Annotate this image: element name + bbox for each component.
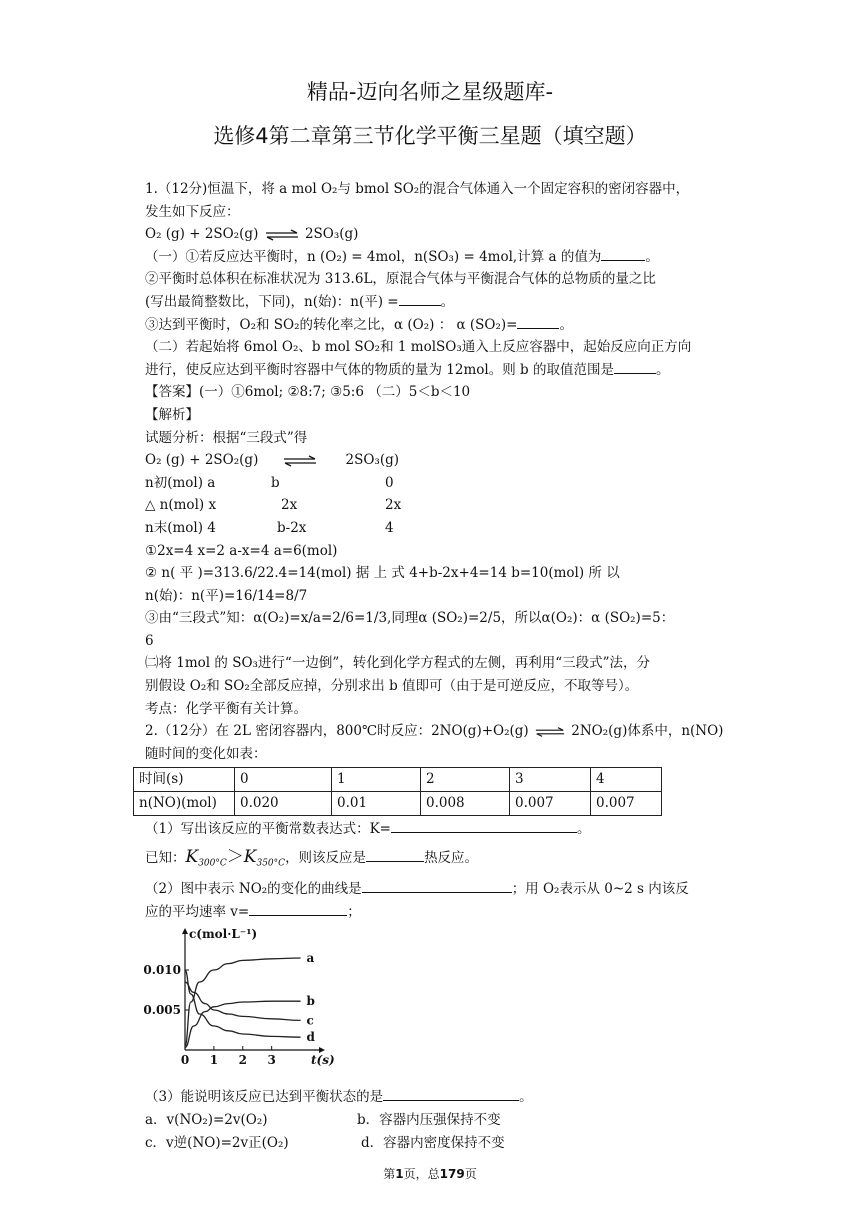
k-350-subscript: 350°C [256, 858, 286, 869]
q1-line-1: 1.（12分)恒温下，将 a mol O₂与 bmol SO₂的混合气体通入一个固定容积的密闭容器中， [145, 181, 690, 197]
series-label-d: d [306, 1030, 315, 1045]
q1-line-5 [145, 291, 725, 314]
answer-blank[interactable] [249, 901, 347, 916]
footer-page-number: 1 [395, 1167, 404, 1181]
q1-analysis-eq-left: O₂ (g) + 2SO₂(g) [145, 452, 259, 469]
q1-point: 考点：化学平衡有关计算。 [145, 700, 307, 717]
q1-line-8-end: 。 [655, 361, 670, 378]
equilibrium-arrow-icon [535, 727, 565, 737]
row-delta-b: 2x [281, 497, 298, 514]
q2-known-label: 已知： [145, 850, 186, 867]
q1-equation [145, 223, 725, 246]
q2-line-1-text-2: 2NO₂(g)体系中，n(NO) [571, 723, 724, 740]
option-a: a．v(NO₂)=2v(O₂) [145, 1112, 268, 1128]
q1-line-4: ②平衡时总体积在标准状况为 313.6L，原混合气体与平衡混合气体的总物质的量之比 [145, 271, 656, 288]
q2-known [145, 840, 725, 874]
answer-blank[interactable] [383, 1086, 519, 1101]
q1-line-6-end: 。 [559, 316, 573, 333]
answer-blank[interactable] [399, 291, 441, 306]
answer-blank[interactable] [601, 246, 645, 261]
table-header-cell: 2 [421, 768, 510, 792]
table-row [134, 792, 662, 816]
q2-part-2 [145, 878, 725, 901]
chart-labels [143, 927, 334, 1067]
k-350-symbol: K [243, 847, 257, 868]
equilibrium-arrow-icon [265, 230, 299, 240]
y-axis-label: c(mol·L⁻¹) [189, 927, 258, 941]
q2-options-row-1 [145, 1109, 725, 1132]
q1-analysis-equation [145, 449, 725, 472]
x-axis-label: t(s) [311, 1053, 335, 1067]
y-tick-label: 0.010 [143, 963, 181, 977]
answer-blank[interactable] [391, 818, 577, 833]
table-header-cell: 1 [332, 768, 421, 792]
q1-step-2: ② n( 平 )=313.6/22.4=14(mol) 据 上 式 4+b-2x+4=14 b=10(mol) 所 以 [145, 565, 620, 582]
q1-line-3 [145, 246, 725, 269]
q1-step-6: ㈡将 1mol 的 SO₃进行“一边倒”，转化到化学方程式的左侧，再利用“三段式”法，分 [145, 655, 651, 672]
table-cell: 0.007 [591, 792, 662, 816]
table-row-init [145, 472, 725, 495]
row-end-label: n末(mol) 4 [145, 519, 216, 536]
q1-eq-right: 2SO₃(g) [304, 226, 359, 243]
footer-total-pages: 179 [439, 1167, 465, 1181]
row-end-b: b-2x [277, 519, 307, 536]
table-row [134, 768, 662, 792]
q1-line-5-text: (写出最简整数比，下同)，n(始)：n(平) = [145, 293, 399, 310]
x-tick-label: 1 [209, 1053, 219, 1067]
answer-blank[interactable] [362, 878, 512, 893]
concentration-time-chart [143, 924, 335, 1084]
table-cell: 0.007 [510, 792, 591, 816]
q2-part-2-end: ； [347, 903, 361, 920]
q1-line-5-end: 。 [440, 293, 455, 310]
y-tick-label: 0.005 [143, 1003, 181, 1017]
no-concentration-table [133, 767, 662, 815]
series-line-d [185, 970, 301, 1037]
q2-part-1-end: 。 [577, 820, 591, 837]
table-cell: 0.01 [332, 792, 421, 816]
option-d: d．容器内密度保持不变 [361, 1134, 505, 1151]
q2-line-2: 随时间的变化如表： [145, 745, 267, 762]
document-title: 精品-迈向名师之星级题库- [306, 80, 554, 104]
table-row-delta [145, 494, 725, 517]
table-cell: 0.008 [421, 792, 510, 816]
k-300-subscript: 300°C [198, 858, 227, 869]
q2-known-end: 热反应。 [424, 850, 479, 867]
greater-than: ＞ [226, 847, 244, 868]
q2-part-3-text: （3）能说明该反应已达到平衡状态的是 [145, 1089, 384, 1106]
table-header-cell: 0 [235, 768, 332, 792]
footer-mid: 页，总 [403, 1167, 440, 1181]
table-header-cell: 时间(s) [134, 768, 235, 792]
table-row-end [145, 517, 725, 540]
k-300-symbol: K [185, 847, 199, 868]
footer-suffix: 页 [464, 1167, 477, 1181]
q1-step-4: ③由“三段式”知：α(O₂)=x/a=2/6=1/3,同理α (SO₂)=2/5，所以α(O₂)：α (SO₂)=5： [145, 610, 675, 627]
q1-analysis-tag: 【解析】 [145, 406, 199, 423]
q1-line-2: 发生如下反应： [145, 203, 240, 220]
q1-line-3-end: 。 [645, 248, 659, 265]
q1-step-1: ①2x=4 x=2 a-x=4 a=6(mol) [145, 542, 338, 559]
table-header-cell: 4 [591, 768, 662, 792]
series-label-c: c [306, 1013, 314, 1028]
row-init-b: b [271, 474, 280, 491]
series-line-b [185, 1001, 301, 1047]
q2-known-text: ，则该反应是 [285, 850, 367, 867]
q1-step-5: 6 [145, 632, 154, 649]
row-init-c: 0 [385, 474, 394, 491]
q2-part-2-text: （2）图中表示 NO₂的变化的曲线是 [145, 881, 362, 898]
q1-line-7: （二）若起始将 6mol O₂、b mol SO₂和 1 molSO₃通入上反应容器中，起始反应向正方向 [145, 339, 692, 356]
x-tick-label: 3 [267, 1053, 276, 1067]
q1-line-8-text: 进行，使反应达到平衡时容器中气体的物质的量为 12mol。则 b 的取值范围是 [145, 361, 614, 378]
x-tick-label: 2 [238, 1053, 247, 1067]
q2-part-1-text: （1）写出该反应的平衡常数表达式：K= [145, 820, 391, 837]
option-b: b．容器内压强保持不变 [357, 1112, 501, 1128]
table-header-cell: 3 [510, 768, 591, 792]
table-cell: 0.020 [235, 792, 332, 816]
q2-part-2-cont [145, 901, 725, 924]
row-delta-c: 2x [385, 497, 402, 514]
page-footer [0, 1165, 860, 1182]
answer-blank[interactable] [517, 314, 559, 329]
footer-prefix: 第 [383, 1167, 396, 1181]
q1-line-6-text: ③达到平衡时，O₂和 SO₂的转化率之比，α (O₂) ： α (SO₂)= [145, 316, 518, 333]
y-axis-arrow [182, 928, 188, 934]
series-label-b: b [306, 994, 315, 1009]
q1-eq-left: O₂ (g) + 2SO₂(g) [145, 226, 259, 243]
series-label-a: a [306, 951, 315, 965]
answer-blank[interactable] [366, 847, 424, 862]
q2-part-2-text-3: 应的平均速率 v= [145, 903, 250, 920]
table-cell: n(NO)(mol) [134, 792, 235, 816]
q2-line-1-text: 2.（12分）在 2L 密闭容器内，800℃时反应：2NO(g)+O₂(g) [145, 723, 529, 740]
q2-part-3 [145, 1086, 725, 1109]
q2-options-row-2 [145, 1132, 725, 1155]
q1-answer: 【答案】(一）①6mol; ②8:7; ③5:6 （二）5＜b＜10 [145, 384, 471, 401]
q2-line-1 [145, 720, 725, 743]
x-tick-label: 0 [180, 1053, 190, 1067]
equilibrium-arrow-icon [283, 456, 317, 466]
q2-part-3-end: 。 [519, 1089, 533, 1106]
document-subtitle: 选修4第二章第三节化学平衡三星题（填空题） [213, 124, 647, 148]
q1-line-3-text: （一）①若反应达平衡时，n (O₂) = 4mol，n(SO₃) = 4mol,计算 a 的值为 [145, 248, 602, 265]
q1-step-7: 别假设 O₂和 SO₂全部反应掉，分别求出 b 值即可（由于是可逆反应，不取等号）。 [145, 678, 639, 695]
chart-series [185, 958, 301, 1048]
q1-step-3: n(始)：n(平)=16/14=8/7 [145, 587, 308, 604]
answer-blank[interactable] [614, 359, 656, 374]
row-init-label: n初(mol) a [145, 474, 216, 491]
q1-line-6 [145, 314, 725, 337]
row-end-c: 4 [385, 519, 394, 536]
row-delta-label: △ n(mol) x [145, 497, 217, 514]
q2-part-1 [145, 818, 725, 841]
q1-line-8 [145, 359, 725, 382]
option-c: c．v逆(NO)=2v正(O₂) [145, 1134, 289, 1151]
q2-part-2-text-2: ；用 O₂表示从 0~2 s 内该反 [511, 881, 689, 898]
q1-analysis-eq-right: 2SO₃(g) [345, 452, 400, 469]
q1-analysis-1: 试题分析：根据“三段式”得 [145, 429, 308, 446]
